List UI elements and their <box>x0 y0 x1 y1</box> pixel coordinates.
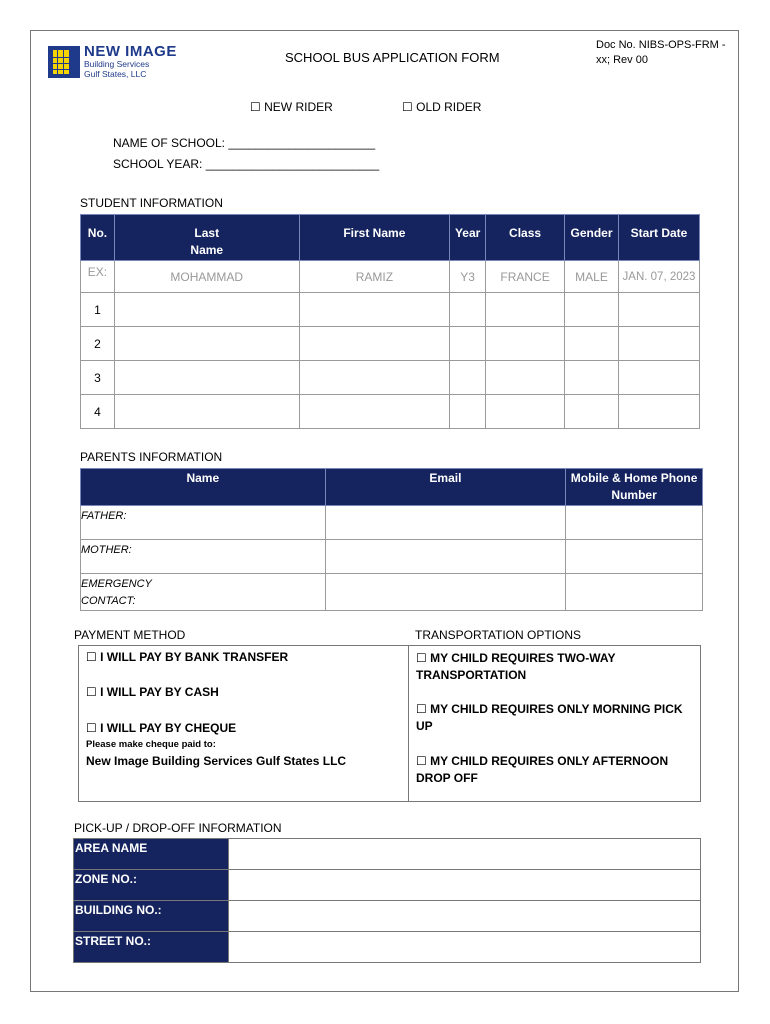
input-cell[interactable] <box>450 361 486 395</box>
pay-cheque-option[interactable] <box>86 721 236 735</box>
example-cell: EX: <box>81 261 115 293</box>
input-cell[interactable] <box>486 395 565 429</box>
payment-method-heading: PAYMENT METHOD <box>74 628 186 642</box>
col-no: No. <box>81 215 115 261</box>
new-rider-option[interactable] <box>250 100 333 114</box>
checkbox-icon[interactable]: ☐ <box>250 100 261 114</box>
input-cell[interactable] <box>566 540 703 574</box>
input-cell[interactable] <box>299 293 450 327</box>
transport-morning-option[interactable] <box>416 701 686 735</box>
col-parent-name: Name <box>81 469 326 506</box>
input-cell[interactable] <box>565 293 619 327</box>
transport-two-way-option[interactable] <box>416 650 686 684</box>
example-row <box>81 261 700 293</box>
transport-two-way-label: MY CHILD REQUIRES TWO-WAY TRANSPORTATION <box>416 651 616 682</box>
pickup-row <box>74 932 701 963</box>
row-number: 4 <box>81 395 115 429</box>
col-last-name: Last Name <box>114 215 299 261</box>
student-row <box>81 395 700 429</box>
col-parent-phone: Mobile & Home Phone Number <box>566 469 703 506</box>
pickup-table <box>73 838 701 963</box>
zone-no-label: ZONE NO.: <box>74 870 229 901</box>
area-name-input[interactable] <box>228 839 700 870</box>
input-cell[interactable] <box>114 361 299 395</box>
input-cell[interactable] <box>450 327 486 361</box>
example-cell: JAN. 07, 2023 <box>618 261 699 293</box>
example-cell: MOHAMMAD <box>114 261 299 293</box>
pickup-row <box>74 870 701 901</box>
cheque-payee: New Image Building Services Gulf States LLC <box>86 754 347 768</box>
pay-bank-option[interactable] <box>86 650 288 664</box>
checkbox-icon[interactable]: ☐ <box>86 650 97 664</box>
building-no-input[interactable] <box>228 901 700 932</box>
row-number: 2 <box>81 327 115 361</box>
form-title: SCHOOL BUS APPLICATION FORM <box>285 50 500 65</box>
document-number <box>596 38 726 68</box>
example-cell: MALE <box>565 261 619 293</box>
col-start-date: Start Date <box>618 215 699 261</box>
row-number: 1 <box>81 293 115 327</box>
input-cell[interactable] <box>486 327 565 361</box>
cheque-note: Please make cheque paid to: <box>86 739 216 750</box>
transport-options-heading: TRANSPORTATION OPTIONS <box>415 628 582 642</box>
input-cell[interactable] <box>566 574 703 611</box>
logo-subtitle-2: Gulf States, LLC <box>84 69 147 79</box>
company-logo <box>48 42 198 82</box>
student-table <box>80 214 700 429</box>
mother-label: MOTHER: <box>81 540 326 574</box>
school-year-field[interactable]: SCHOOL YEAR: __________________________ <box>113 157 380 171</box>
old-rider-label: OLD RIDER <box>416 100 482 114</box>
doc-no-line-2: xx; Rev 00 <box>596 54 648 66</box>
input-cell[interactable] <box>565 395 619 429</box>
checkbox-icon[interactable]: ☐ <box>416 702 427 716</box>
student-row <box>81 293 700 327</box>
input-cell[interactable] <box>114 395 299 429</box>
pay-cash-option[interactable] <box>86 685 219 699</box>
transport-afternoon-label: MY CHILD REQUIRES ONLY AFTERNOON DROP OFF <box>416 754 669 785</box>
pay-bank-label: I WILL PAY BY BANK TRANSFER <box>100 650 289 664</box>
input-cell[interactable] <box>450 293 486 327</box>
old-rider-option[interactable] <box>402 100 481 114</box>
logo-subtitle-1: Building Services <box>84 59 150 69</box>
input-cell[interactable] <box>565 327 619 361</box>
parents-table <box>80 468 703 611</box>
transport-morning-label: MY CHILD REQUIRES ONLY MORNING PICK UP <box>416 702 683 733</box>
parents-info-heading: PARENTS INFORMATION <box>80 450 223 464</box>
input-cell[interactable] <box>618 361 699 395</box>
input-cell[interactable] <box>325 506 566 540</box>
input-cell[interactable] <box>299 327 450 361</box>
input-cell[interactable] <box>566 506 703 540</box>
street-no-label: STREET NO.: <box>74 932 229 963</box>
input-cell[interactable] <box>325 540 566 574</box>
building-no-label: BUILDING NO.: <box>74 901 229 932</box>
input-cell[interactable] <box>565 361 619 395</box>
input-cell[interactable] <box>114 293 299 327</box>
parent-row <box>81 540 703 574</box>
example-cell: Y3 <box>450 261 486 293</box>
student-info-heading: STUDENT INFORMATION <box>80 196 223 210</box>
zone-no-input[interactable] <box>228 870 700 901</box>
logo-title: NEW IMAGE <box>84 43 177 60</box>
pickup-row <box>74 839 701 870</box>
pay-cheque-label: I WILL PAY BY CHEQUE <box>100 721 237 735</box>
building-logo-icon <box>48 46 80 78</box>
col-first-name: First Name <box>299 215 450 261</box>
doc-no-line-1: Doc No. NIBS-OPS-FRM - <box>596 39 726 51</box>
parent-row <box>81 574 703 611</box>
transport-afternoon-option[interactable] <box>416 753 686 787</box>
col-parent-email: Email <box>325 469 566 506</box>
input-cell[interactable] <box>618 327 699 361</box>
input-cell[interactable] <box>325 574 566 611</box>
input-cell[interactable] <box>450 395 486 429</box>
input-cell[interactable] <box>486 361 565 395</box>
col-year: Year <box>450 215 486 261</box>
parents-header-row <box>81 469 703 506</box>
pay-cash-label: I WILL PAY BY CASH <box>100 685 219 699</box>
emergency-contact-label: EMERGENCY CONTACT: <box>81 574 326 611</box>
input-cell[interactable] <box>618 293 699 327</box>
checkbox-icon[interactable]: ☐ <box>86 721 97 735</box>
student-row <box>81 327 700 361</box>
input-cell[interactable] <box>299 361 450 395</box>
area-name-label: AREA NAME <box>74 839 229 870</box>
new-rider-label: NEW RIDER <box>264 100 333 114</box>
checkbox-icon[interactable]: ☐ <box>416 754 427 768</box>
student-header-row <box>81 215 700 261</box>
col-class: Class <box>486 215 565 261</box>
col-gender: Gender <box>565 215 619 261</box>
school-name-field[interactable]: NAME OF SCHOOL: ______________________ <box>113 136 376 150</box>
pickup-info-heading: PICK-UP / DROP-OFF INFORMATION <box>74 821 282 835</box>
row-number: 3 <box>81 361 115 395</box>
checkbox-icon[interactable]: ☐ <box>416 651 427 665</box>
example-cell: FRANCE <box>486 261 565 293</box>
input-cell[interactable] <box>299 395 450 429</box>
father-label: FATHER: <box>81 506 326 540</box>
input-cell[interactable] <box>618 395 699 429</box>
street-no-input[interactable] <box>228 932 700 963</box>
parent-row <box>81 506 703 540</box>
example-cell: RAMIZ <box>299 261 450 293</box>
input-cell[interactable] <box>114 327 299 361</box>
checkbox-icon[interactable]: ☐ <box>402 100 413 114</box>
checkbox-icon[interactable]: ☐ <box>86 685 97 699</box>
pickup-row <box>74 901 701 932</box>
input-cell[interactable] <box>486 293 565 327</box>
student-row <box>81 361 700 395</box>
